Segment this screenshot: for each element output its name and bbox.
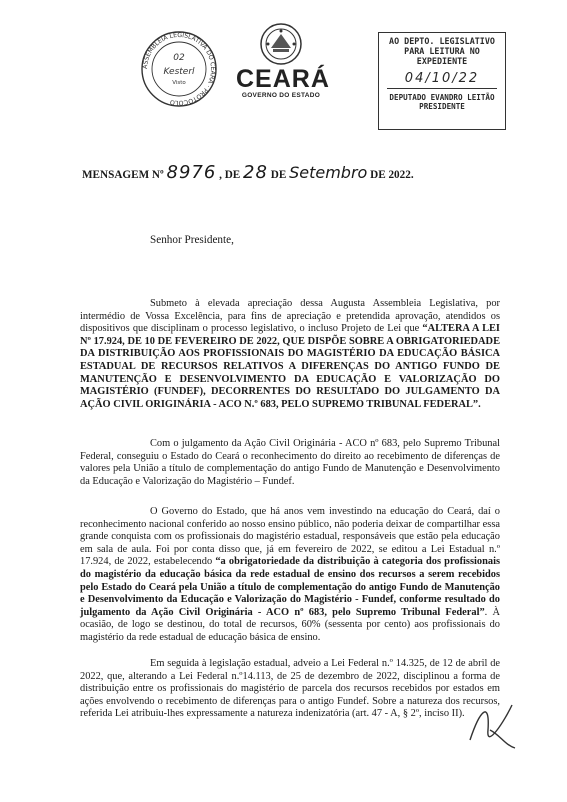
paragraph-1-text: Submeto à elevada apreciação dessa Augusta Assembleia Legislativa, por intermédio de Vossa Excelência, para fins de apreciação e pretendida aprovação, atendidos os dispositivos que disciplinam o processo legislativo, o incluso Projeto de Lei que [80, 298, 500, 335]
stamp-line-4: DEPUTADO EVANDRO LEITÃO [389, 93, 495, 102]
greeting: Senhor Presidente, [150, 234, 234, 246]
stamp-line-1: AO DEPTO. LEGISLATIVO [389, 36, 495, 46]
message-de-1: , DE [219, 169, 241, 181]
government-logo [236, 22, 330, 99]
paragraph-1 [80, 298, 500, 411]
seal-handwriting: Kesterl [163, 67, 195, 77]
state-coat-of-arms-icon [259, 22, 303, 66]
stamp-divider [387, 88, 497, 89]
paragraph-3-tail: . À ocasião, de logo se destinou, do total de recursos, 60% (sessenta por cento) aos profissionais do magistério da rede estadual de educação básica de ensino. [80, 606, 500, 643]
stamp-line-2: PARA LEITURA NO EXPEDIENTE [404, 46, 480, 66]
paragraph-4 [80, 658, 500, 721]
signature-initials [460, 690, 520, 755]
stamp-line-5: PRESIDENTE [419, 102, 465, 111]
message-prefix: MENSAGEM Nº [82, 169, 164, 181]
seal-ring-text: ASSEMBLEIA LEGISLATIVA DO CEARÁ · PROTOCOLO [141, 31, 217, 107]
message-year: DE 2022. [370, 169, 414, 181]
seal-label: Visto [172, 80, 186, 86]
logo-name: CEARÁ [236, 65, 330, 93]
message-header [82, 162, 414, 183]
paragraph-3-text: O Governo do Estado, que há anos vem investindo na educação do Ceará, daí o reconhecimento nacional conferido ao nosso ensino público, não poderia deixar de compartilhar essa grande conquista com os profissionais do magistério estadual, responsáveis que estão pela educação em sala de aula. Foi por conta disso que, já em fevereiro de 2022, se editou a Lei Estadual n.º 17.924, de 2022, estabelecendo [80, 506, 500, 568]
paragraph-3 [80, 506, 500, 645]
logo-subtitle: GOVERNO DO ESTADO [241, 92, 321, 99]
law-quote: “a obrigatoriedade da distribuição à categoria dos profissionais do magistério da educação básica da rede estadual de ensino dos recursos a serem recebidos pelo Estado do Ceará pela União a título de complementação do antigo Fundo de Manutenção e Desenvolvimento da Educação e Valorização do Magistério - Fundef, conforme resultado do julgamento da Ação Civil Originária - ACO nº 683, pelo Supremo Tribunal Federal” [80, 556, 500, 618]
bill-title: “ALTERA A LEI Nº 17.924, DE 10 DE FEVEREIRO DE 2022, QUE DISPÕE SOBRE A OBRIGATORIEDADE DA DISTRIBUIÇÃO AOS PROFISSIONAIS DO MAGISTÉRIO DA EDUCAÇÃO BÁSICA ESTADUAL DE RECURSOS RELATIVOS A DIFERENÇAS DO ANTIGO FUNDO DE MANUTENÇÃO E DESENVOLVIMENTO DA EDUCAÇÃO E VALORIZAÇÃO DO MAGISTÉRIO (FUNDEF), DECORRENTES DO RESULTADO DO JULGAMENTO DA AÇÃO CIVIL ORIGINÁRIA - ACO N.º 683, PELO SUPREMO TRIBUNAL FEDERAL”. [80, 323, 500, 410]
message-de-2: DE [270, 169, 287, 181]
stamp-date: 04/10/22 [404, 71, 480, 86]
message-number: 8976 [166, 162, 217, 183]
paragraph-2 [80, 438, 500, 488]
seal-number: 02 [173, 53, 185, 63]
message-day: 28 [243, 162, 268, 183]
message-month: Setembro [289, 163, 368, 182]
paragraph-4-text: Em seguida à legislação estadual, adveio a Lei Federal n.º 14.325, de 12 de abril de 2022, que, alterando a Lei Federal n.º14.113, de 25 de dezembro de 2022, disciplinou a forma de distribuição entre os profissionais do magistério de parcela dos recursos recebidos por estados em ações envolvendo o recebimento de diferenças para o antigo Fundef. Sobre a natureza dos recursos, referida Lei atribuiu-lhes expressamente a natureza indenizatória (art. 47 - A, § 2º, inciso II). [80, 658, 500, 720]
paragraph-2-text: Com o julgamento da Ação Civil Originária - ACO nº 683, pelo Supremo Tribunal Federal, conseguiu o Estado do Ceará o reconhecimento do direito ao recebimento de diferenças de valores pela União a título de complementação do antigo Fundo de Manutenção e Desenvolvimento da Educação e Valorização do Magistério – Fundef. [80, 438, 500, 487]
protocol-seal [140, 30, 218, 108]
receipt-stamp [378, 32, 506, 130]
